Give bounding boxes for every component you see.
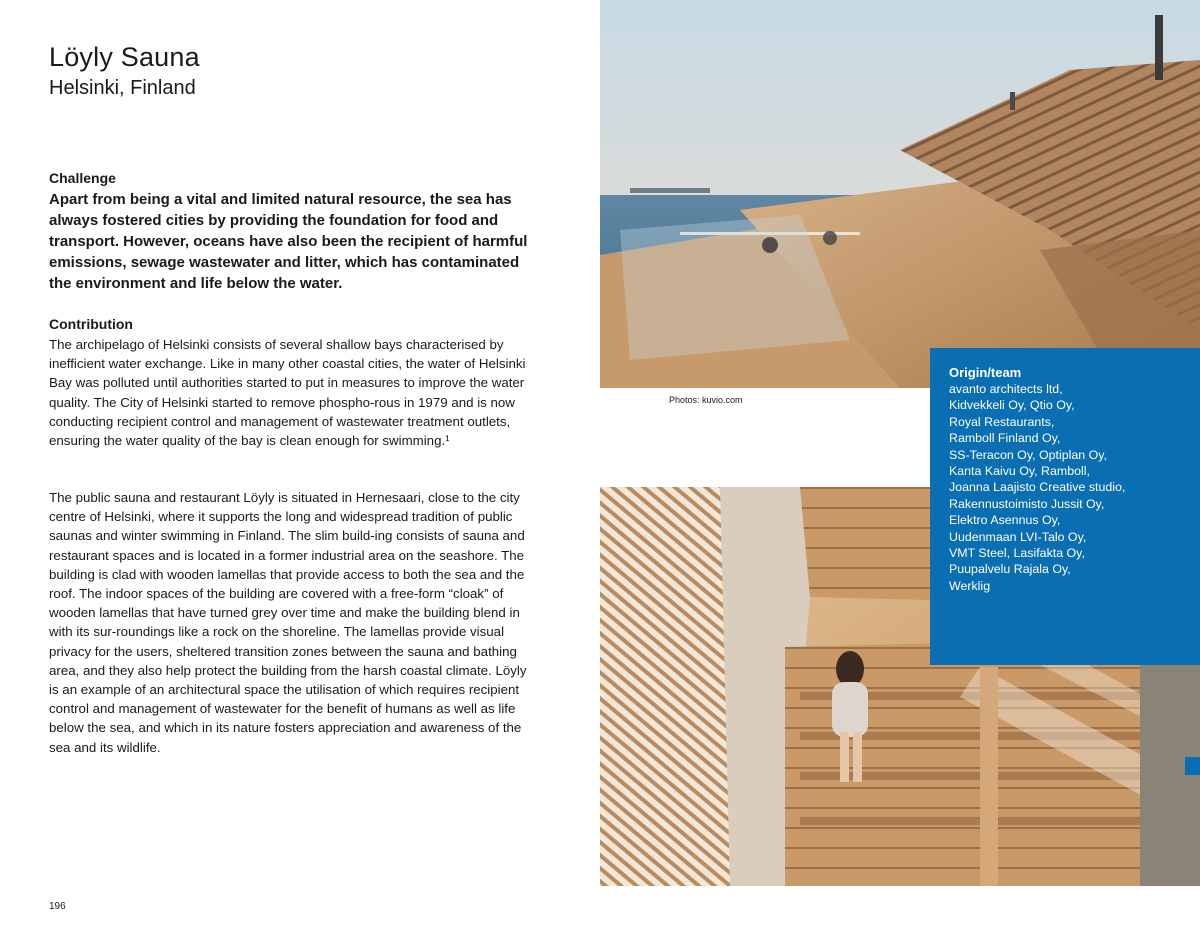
- photo-credit: Photos: kuvio.com: [669, 395, 743, 405]
- chapter-edge-marker: [1185, 757, 1200, 775]
- team-member: Kidvekkeli Oy, Qtio Oy,: [949, 398, 1075, 413]
- sauna-terrace-photo: [600, 0, 1200, 388]
- page-number: 196: [49, 901, 66, 912]
- origin-team-box: [930, 348, 1200, 665]
- page-title: Löyly Sauna: [49, 42, 200, 72]
- team-member: Puupalvelu Rajala Oy,: [949, 562, 1071, 577]
- contribution-paragraph-1: The archipelago of Helsinki consists of several shallow bays characterised by inefficient water exchange. Like in many other coastal cities, the water of Helsinki Bay was polluted until authorities started to put in measures to improve the water quality. The City of Helsinki started to remove phospho-rous in 1979 and is now conducting recipient control and management of wastewater treatment outlets, ensuring the water quality of the bay is clean enough for swimming.¹: [49, 337, 526, 449]
- team-member: SS-Teracon Oy, Optiplan Oy,: [949, 447, 1107, 462]
- team-member: avanto architects ltd,: [949, 382, 1063, 396]
- page-subtitle: Helsinki, Finland: [49, 77, 196, 99]
- team-member: Rakennustoimisto Jussit Oy,: [949, 496, 1105, 511]
- team-member: Royal Restaurants,: [949, 414, 1055, 429]
- team-member: Ramboll Finland Oy,: [949, 431, 1061, 446]
- team-member: Joanna Laajisto Creative studio,: [949, 480, 1126, 495]
- team-member: Elektro Asennus Oy,: [949, 513, 1061, 528]
- contribution-heading: Contribution: [49, 316, 133, 332]
- team-member: Uudenmaan LVI-Talo Oy,: [949, 529, 1087, 544]
- team-list: [949, 381, 1200, 594]
- team-member: VMT Steel, Lasifakta Oy,: [949, 546, 1085, 561]
- team-member: Werklig: [949, 578, 991, 593]
- contribution-paragraph-2: The public sauna and restaurant Löyly is situated in Hernesaari, close to the city centre of Helsinki, where it supports the long and widespread tradition of public saunas and winter swimming in Finland. The slim build-ing consists of sauna and restaurant spaces and is located in a former industrial area on the seashore. The building is clad with wooden lamellas that provide access to both the sea and the roof. The indoor spaces of the building are covered with a free-form “cloak” of wooden lamellas that have turned grey over time and make the building blend in with its sur-roundings like a rock on the shoreline. The lamellas provide visual privacy for the users, sheltered transition zones between the sauna and bathing area, and they also help protect the building from the harsh coastal climate. Löyly is an example of an architectural space the utilisation of which requires recipient control and management of wastewater for the benefit of humans as well as life below the sea, and which in its nature fosters appreciation and awareness of the sea and its wildlife.: [49, 490, 527, 755]
- challenge-heading: Challenge: [49, 170, 116, 186]
- team-member: Kanta Kaivu Oy, Ramboll,: [949, 464, 1090, 479]
- challenge-text: Apart from being a vital and limited natural resource, the sea has always fostered cities by providing the foundation for food and transport. However, oceans have also been the recipient of harmful emissions, sewage wastewater and litter, which has contaminated the environment and life below the water.: [49, 191, 528, 292]
- team-heading: Origin/team: [949, 365, 1022, 380]
